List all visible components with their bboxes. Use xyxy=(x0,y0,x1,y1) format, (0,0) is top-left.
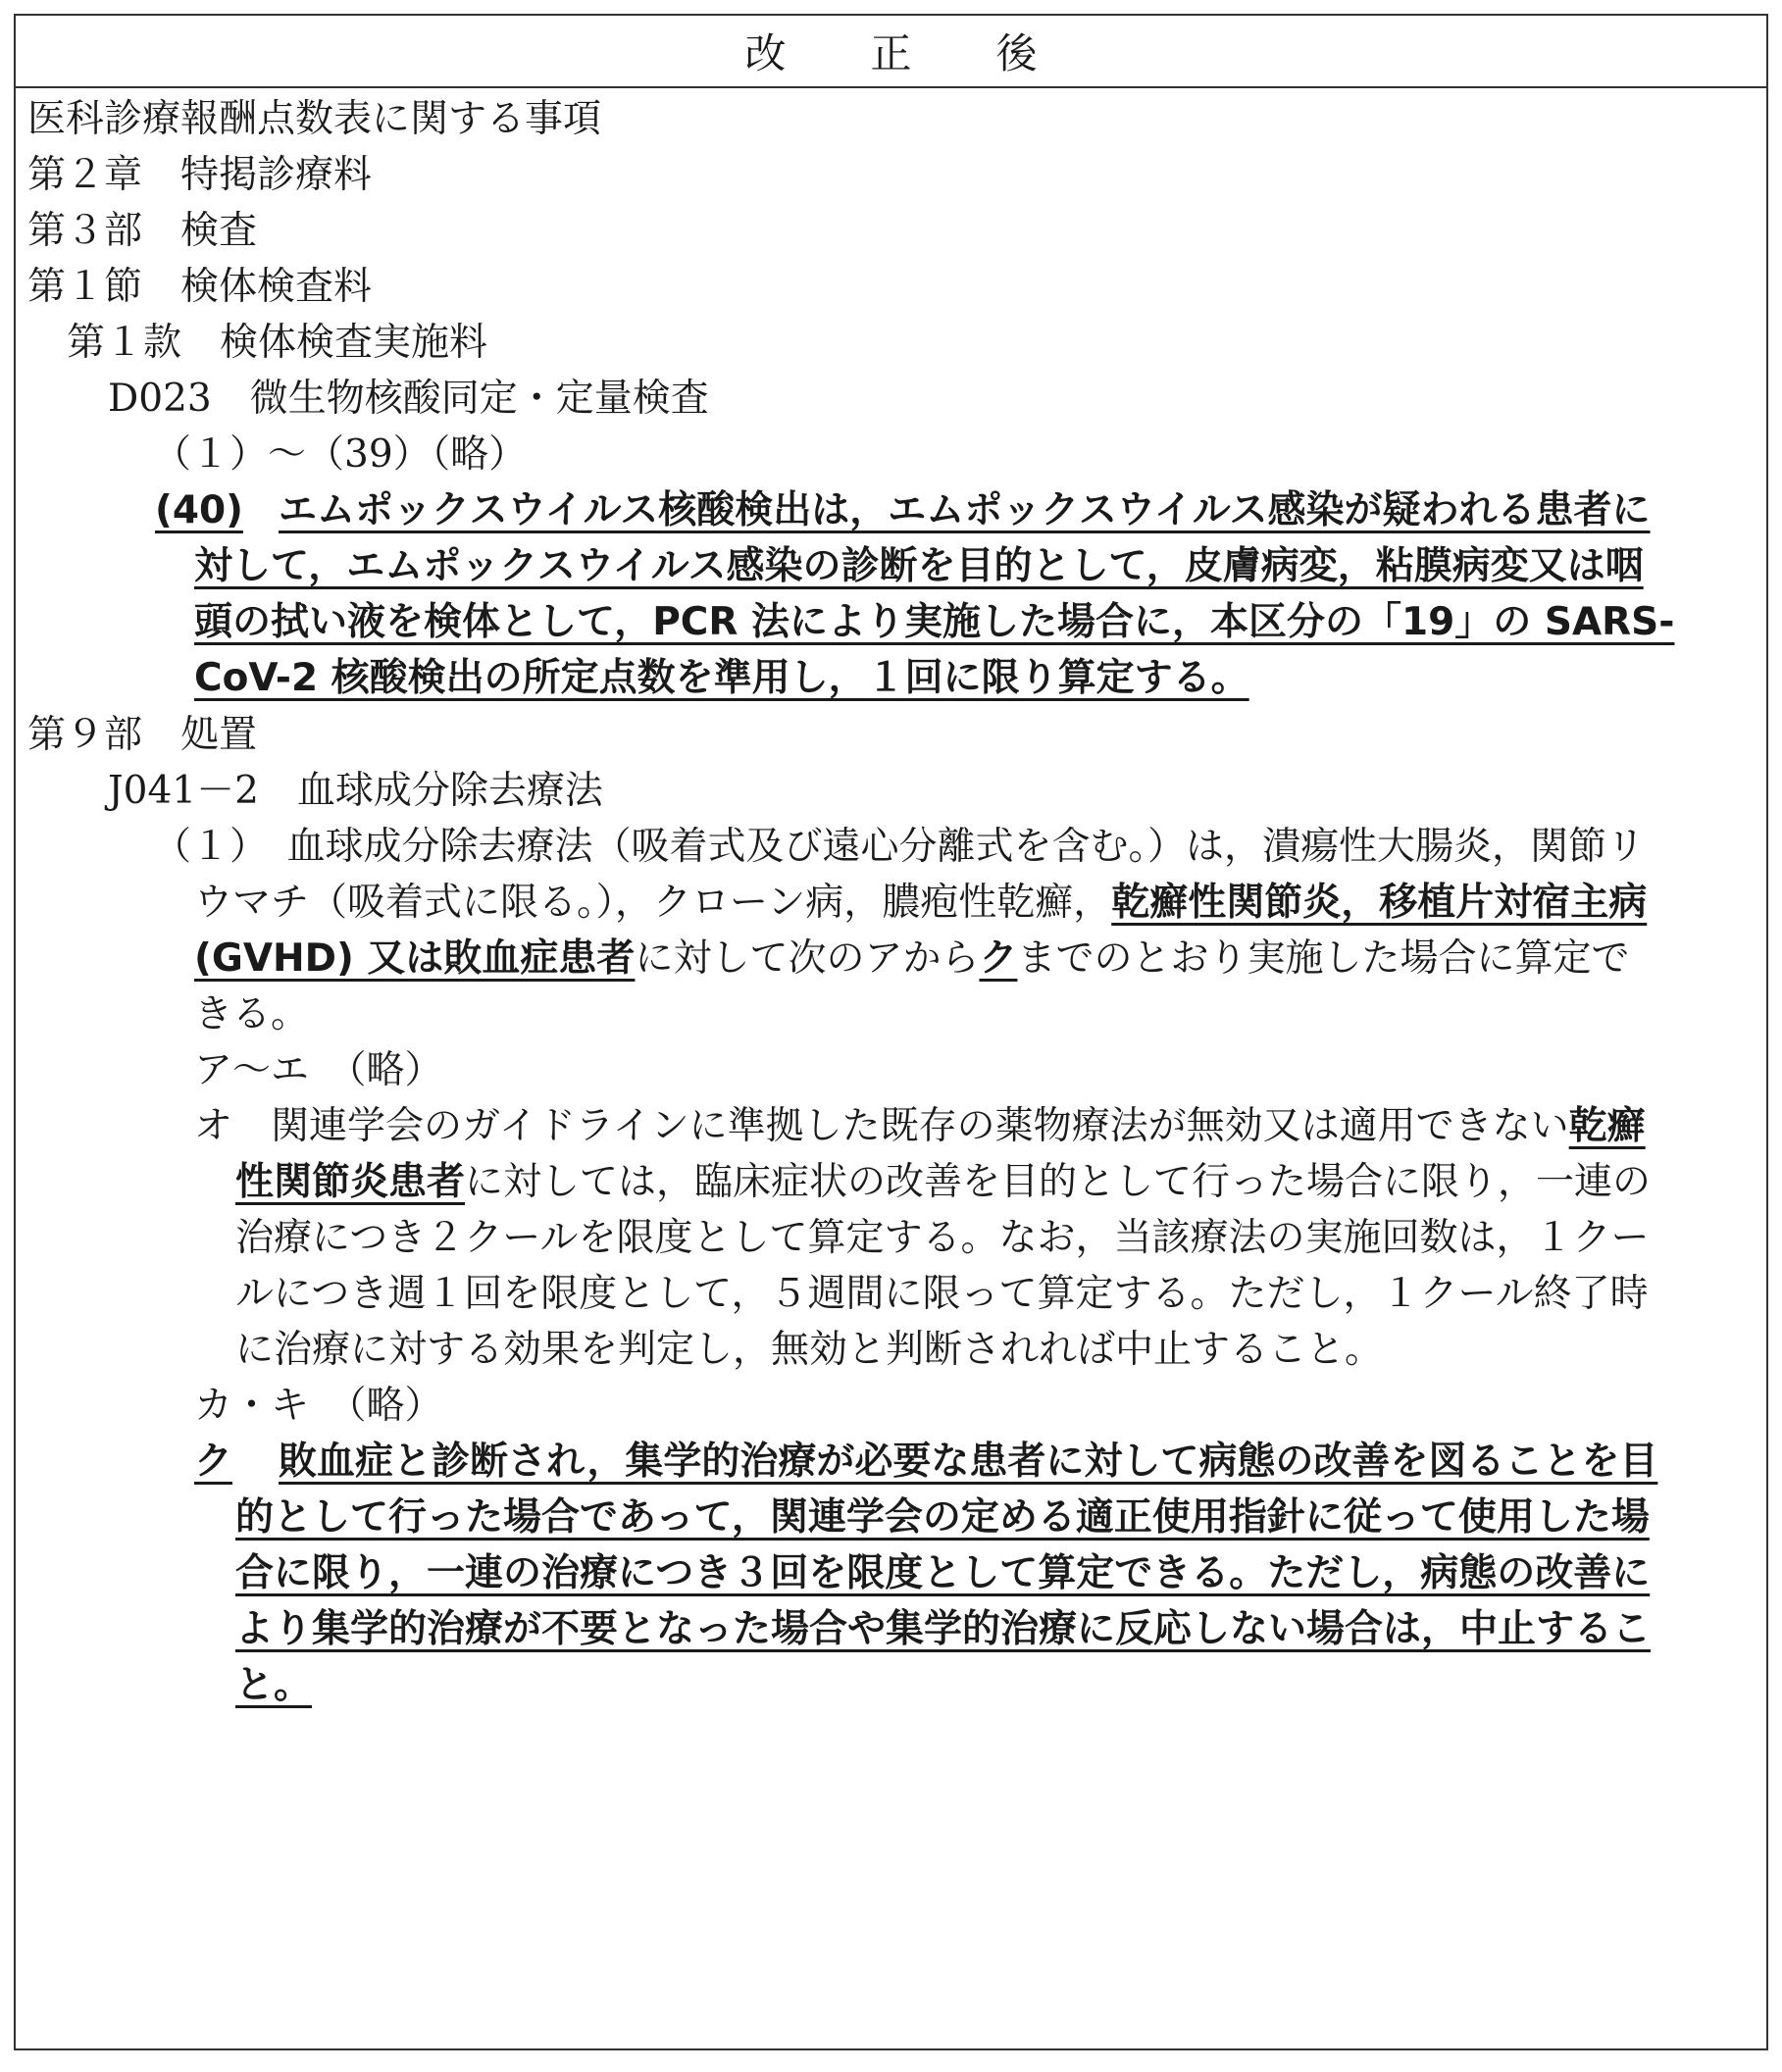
j041-sub-ku-label: ク xyxy=(194,1440,233,1484)
j041-sub-ku-line: 合に限り，一連の治療につき３回を限度として算定できる。ただし，病態の改善に xyxy=(235,1551,1651,1595)
line-text: に対して次のアから xyxy=(635,936,980,981)
heading-item: 第１款 検体検査実施料 xyxy=(67,321,488,365)
j041-sub-ku-line: より集学的治療が不要となった場合や集学的治療に反応しない場合は，中止するこ xyxy=(235,1607,1652,1651)
column-header-label: 改 正 後 xyxy=(744,29,1059,77)
line-text: オ 関連学会のガイドラインに準拠した既存の薬物療法が無効又は適用できない xyxy=(194,1104,1569,1148)
j041-item-1-line xyxy=(194,934,1629,985)
j041-sub-o-line: に治療に対する効果を判定し，無効と判断されれば中止すること。 xyxy=(235,1328,1384,1372)
j041-sub-o-line xyxy=(194,1101,1646,1152)
added-text: 性関節炎患者 xyxy=(235,1160,466,1204)
j041-sub-o-line xyxy=(235,1157,1651,1208)
j041-item-1-line: （１） 血球成分除去療法（吸着式及び遠心分離式を含む。）は，潰瘍性大腸炎，関節リ xyxy=(153,825,1646,869)
d023-item-40-line: CoV-2 核酸検出の所定点数を準用し，１回に限り算定する。 xyxy=(194,656,1249,700)
added-text: 乾癬 xyxy=(1568,1104,1646,1148)
heading-j041: J041－2 血球成分除去療法 xyxy=(108,769,603,813)
heading-section: 第１節 検体検査料 xyxy=(27,265,373,309)
line-text: ウマチ（吸着式に限る。），クローン病，膿疱性乾癬， xyxy=(194,881,1112,925)
heading-chapter: 第２章 特掲診療料 xyxy=(27,153,373,197)
line-text: までのとおり実施した場合に算定で xyxy=(1017,936,1630,981)
line-text: に対しては，臨床症状の改善を目的として行った場合に限り，一連の xyxy=(465,1160,1652,1204)
added-text: 乾癬性関節炎，移植片対宿主病 xyxy=(1111,881,1648,925)
heading-part-9: 第９部 処置 xyxy=(27,713,258,757)
heading-medical-fee: 医科診療報酬点数表に関する事項 xyxy=(27,97,602,141)
j041-sub-ku-line: 敗血症と診断され，集学的治療が必要な患者に対して病態の改善を図ることを目 xyxy=(279,1440,1658,1484)
column-header xyxy=(16,16,1766,88)
j041-item-1-line: きる。 xyxy=(194,992,310,1036)
heading-d023: D023 微生物核酸同定・定量検査 xyxy=(108,377,709,421)
j041-sub-ku-line: 的として行った場合であって，関連学会の定める適正使用指針に従って使用した場 xyxy=(235,1495,1650,1540)
j041-sub-a-e-omitted: ア～エ （略） xyxy=(194,1048,443,1092)
j041-sub-ku-line: と。 xyxy=(235,1663,313,1707)
d023-item-40-line: 頭の拭い液を検体として，PCR 法により実施した場合に，本区分の「19」の SARS- xyxy=(194,600,1675,644)
d023-omitted-items: （１）～（39）（略） xyxy=(153,432,528,477)
revision-table xyxy=(14,14,1768,2050)
changed-text: ク xyxy=(979,936,1018,981)
j041-sub-ka-ki-omitted: カ・キ （略） xyxy=(194,1384,443,1428)
added-text: (GVHD) 又は敗血症患者 xyxy=(194,936,636,981)
j041-sub-o-line: 治療につき２クールを限度として算定する。なお，当該療法の実施回数は，１クー xyxy=(235,1216,1650,1260)
j041-item-1-line xyxy=(194,878,1647,929)
d023-item-40-line: 対して，エムポックスウイルス感染の診断を目的として，皮膚病変，粘膜病変又は咽 xyxy=(194,544,1644,588)
j041-sub-o-line: ルにつき週１回を限度として，５週間に限って算定する。ただし，１クール終了時 xyxy=(235,1272,1649,1316)
d023-item-40-label: (40) xyxy=(155,488,243,532)
d023-item-40-line: エムポックスウイルス核酸検出は，エムポックスウイルス感染が疑われる患者に xyxy=(279,488,1651,532)
heading-part-3: 第３部 検査 xyxy=(27,209,258,253)
